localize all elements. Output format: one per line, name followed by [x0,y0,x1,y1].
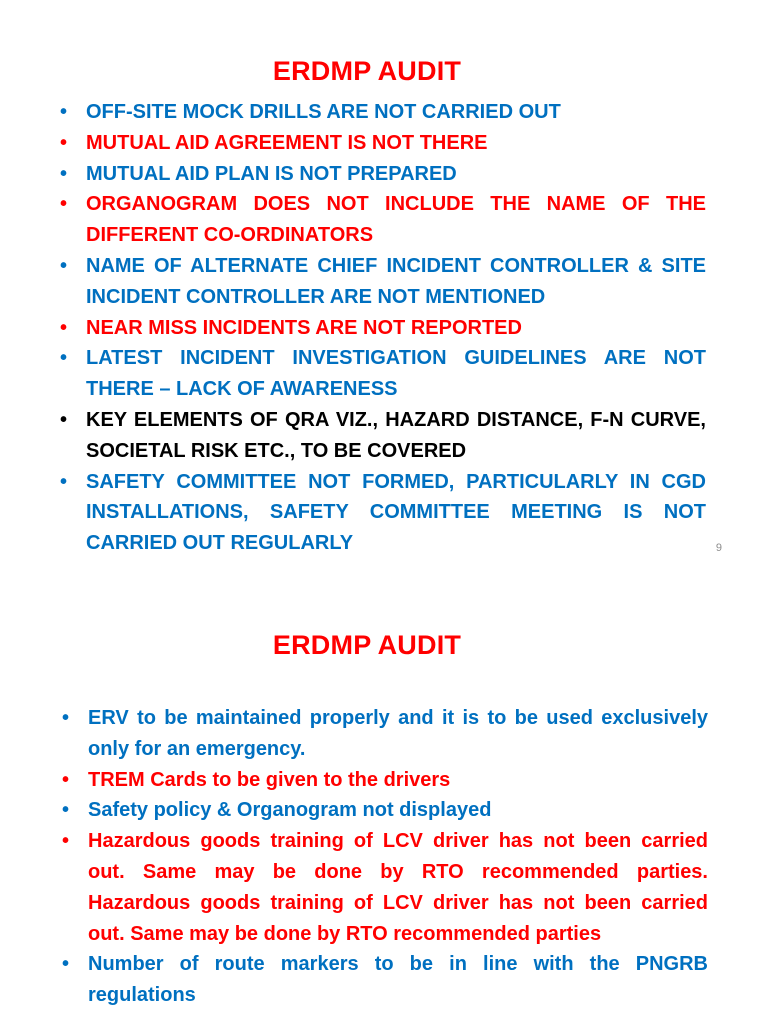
bullet-dot-icon: • [60,193,68,216]
bullet-item [60,97,706,128]
bullet-dot-icon: • [60,470,68,493]
bullet-text: LATEST INCIDENT INVESTIGATION GUIDELINES ARE NOT THERE – LACK OF AWARENESS [86,347,706,401]
bullet-dot-icon: • [60,316,68,339]
bullet-dot-icon: • [60,408,68,431]
bullet-text: KEY ELEMENTS OF QRA VIZ., HAZARD DISTANCE, F-N CURVE, SOCIETAL RISK ETC., TO BE COVERED [86,408,706,462]
bullet-item [62,826,708,949]
bullet-text: ORGANOGRAM DOES NOT INCLUDE THE NAME OF THE DIFFERENT CO-ORDINATORS [86,193,706,247]
bullet-item [60,251,706,313]
bullet-dot-icon: • [62,830,70,853]
bullet-text: MUTUAL AID PLAN IS NOT PREPARED [86,162,457,185]
page-number: 9 [715,542,722,554]
slide-1-title: ERDMP AUDIT [272,56,462,86]
bullet-text: OFF-SITE MOCK DRILLS ARE NOT CARRIED OUT [86,101,561,123]
bullet-text: TREM Cards to be given to the drivers [88,768,451,791]
bullet-item [60,159,706,190]
bullet-text: Number of route markers to be in line with the PNGRB regulations [88,953,708,1007]
slide-2-bullet-list [62,703,708,1011]
bullet-text: MUTUAL AID AGREEMENT IS NOT THERE [86,131,488,154]
bullet-text: Hazardous goods training of LCV driver has not been carried out. Same may be done by RTO recommended parties. Hazardous goods training of LCV driver has not been carried out. Same may be done by RTO recommended parties [88,830,708,945]
bullet-dot-icon: • [62,953,70,976]
bullet-item [60,313,706,344]
bullet-dot-icon: • [60,347,68,370]
bullet-dot-icon: • [60,131,68,154]
slide-2 [0,576,768,1024]
bullet-dot-icon: • [62,799,70,822]
slide-1-bullet-list [60,97,706,559]
bullet-dot-icon: • [62,768,70,791]
bullet-text: ERV to be maintained properly and it is to be used exclusively only for an emergency. [88,707,708,760]
bullet-text: NAME OF ALTERNATE CHIEF INCIDENT CONTROLLER & SITE INCIDENT CONTROLLER ARE NOT MENTIONED [86,254,706,308]
bullet-text: NEAR MISS INCIDENTS ARE NOT REPORTED [86,316,522,339]
bullet-dot-icon: • [60,162,68,185]
bullet-dot-icon: • [60,101,68,123]
bullet-item [60,405,706,467]
bullet-item [60,128,706,159]
bullet-dot-icon: • [62,707,70,729]
bullet-text: Safety policy & Organogram not displayed [88,799,492,822]
bullet-item [62,765,708,796]
bullet-item [62,795,708,826]
bullet-item [62,949,708,1011]
bullet-item [60,467,706,559]
bullet-item [60,189,706,251]
bullet-item [60,343,706,405]
slide-2-title: ERDMP AUDIT [272,630,462,660]
bullet-item [62,703,708,765]
bullet-text: SAFETY COMMITTEE NOT FORMED, PARTICULARLY IN CGD INSTALLATIONS, SAFETY COMMITTEE MEETING IS NOT CARRIED OUT REGULARLY [86,470,706,555]
bullet-dot-icon: • [60,254,68,277]
